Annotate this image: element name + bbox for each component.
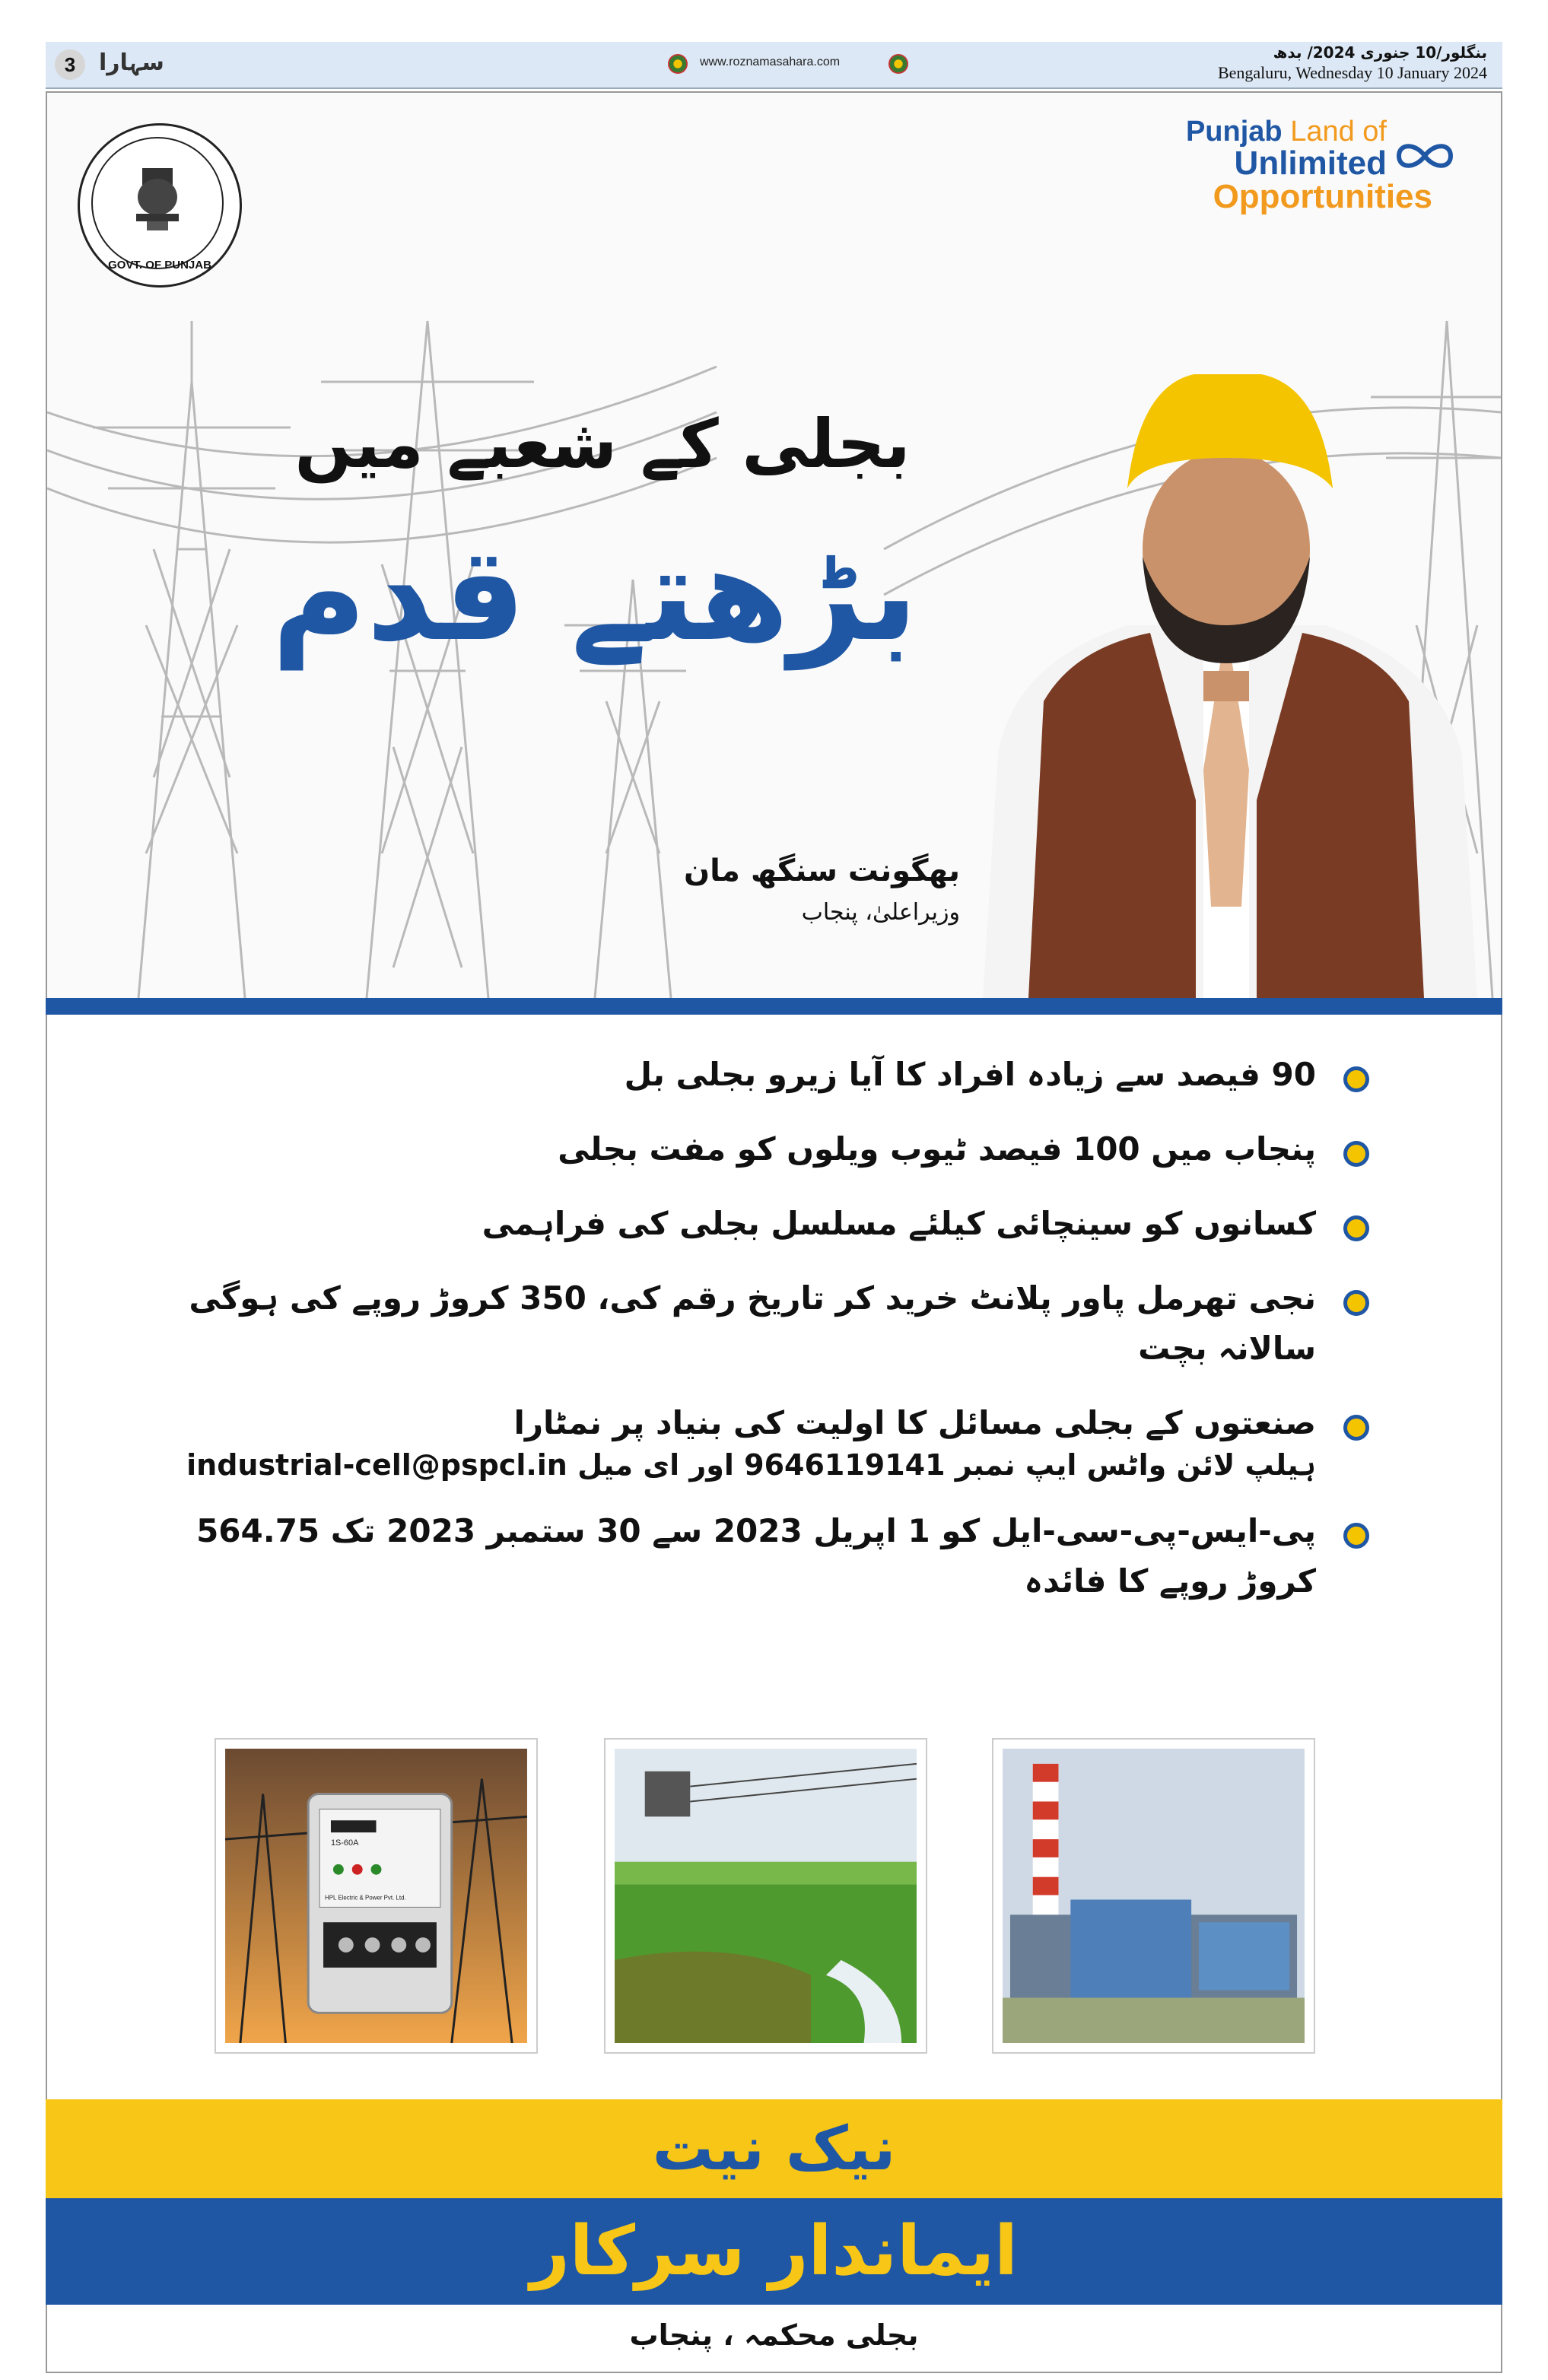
list-item: نجی تھرمل پاور پلانٹ خرید کر تاریخ رقم کی، 350 کروڑ روپے کی ہوگی سالانہ بچت [122,1273,1369,1374]
field-irrigation-photo [604,1738,927,2054]
meter-maker-label: HPL Electric & Power Pvt. Ltd. [325,1894,406,1902]
bullet-icon [1343,1290,1369,1316]
lion-capital-icon [80,126,235,281]
headline-line2: بڑھتے قدم [272,520,918,670]
slogan-line2: ایماندار سرکار [530,2211,1018,2291]
punjab-logo-line1: Punjab Land of [1185,116,1387,148]
list-item: صنعتوں کے بجلی مسائل کا اولیت کی بنیاد پر نمٹارا ہیلپ لائن واٹس ایپ نمبر 9646119141 اور ای میل industrial-cell@pspcl.in [122,1398,1369,1482]
list-item: کسانوں کو سینچائی کیلئے مسلسل بجلی کی فراہمی [122,1199,1369,1249]
date-urdu: بنگلور/10 جنوری 2024/ بدھ [1273,43,1487,62]
flower-icon [888,54,908,74]
bullet-icon [1343,1141,1369,1167]
slogan-line1: نیک نیت [652,2113,896,2184]
list-item: 90 فیصد سے زیادہ افراد کا آیا زیرو بجلی بل [122,1050,1369,1100]
meter-image [225,1749,527,2043]
plant-image [1003,1749,1305,2043]
hero-section [47,93,1501,998]
page-number: 3 [55,49,85,80]
thermal-plant-photo [992,1738,1315,2054]
field-image [615,1749,917,2043]
chief-minister-photo [952,374,1500,998]
headline-line1: بجلی کے شعبے میں [294,405,911,483]
newspaper-header [46,42,1502,89]
bullet-icon [1343,1415,1369,1441]
infinity-icon [1394,138,1455,173]
masthead: سہارا [99,49,164,76]
slogan-band-yellow [46,2099,1502,2198]
cm-title: وزیراعلیٰ، پنجاب [801,899,960,926]
govt-punjab-emblem [78,123,242,288]
list-item: پی-ایس-پی-سی-ایل کو 1 اپریل 2023 سے 30 ستمبر 2023 تک 564.75 کروڑ روپے کا فائدہ [122,1506,1369,1606]
website-link[interactable]: www.roznamasahara.com [700,56,841,68]
bullet-icon [1343,1066,1369,1092]
punjab-logo-line3: Opportunities [1213,178,1432,215]
meter-type-label: 1S-60A [330,1838,359,1848]
bullet-icon [1343,1215,1369,1241]
emblem-label: GOVT. OF PUNJAB [108,259,211,272]
electric-meter-photo [215,1738,538,2054]
bullet-icon [1343,1523,1369,1549]
helpline-text: ہیلپ لائن واٹس ایپ نمبر 9646119141 اور ای میل industrial-cell@pspcl.in [186,1448,1316,1482]
slogan-band-blue [46,2198,1502,2305]
punjab-logo-line2: Unlimited [1234,145,1387,182]
date-english: Bengaluru, Wednesday 10 January 2024 [1217,63,1487,82]
department-footer: بجلی محکمہ ، پنجاب [629,2318,919,2352]
cm-name: بھگونت سنگھ مان [683,853,960,888]
flower-icon [668,54,688,74]
divider-bar [46,998,1502,1015]
list-item: پنجاب میں 100 فیصد ٹیوب ویلوں کو مفت بجلی [122,1124,1369,1174]
achievements-list [122,1050,1369,1631]
